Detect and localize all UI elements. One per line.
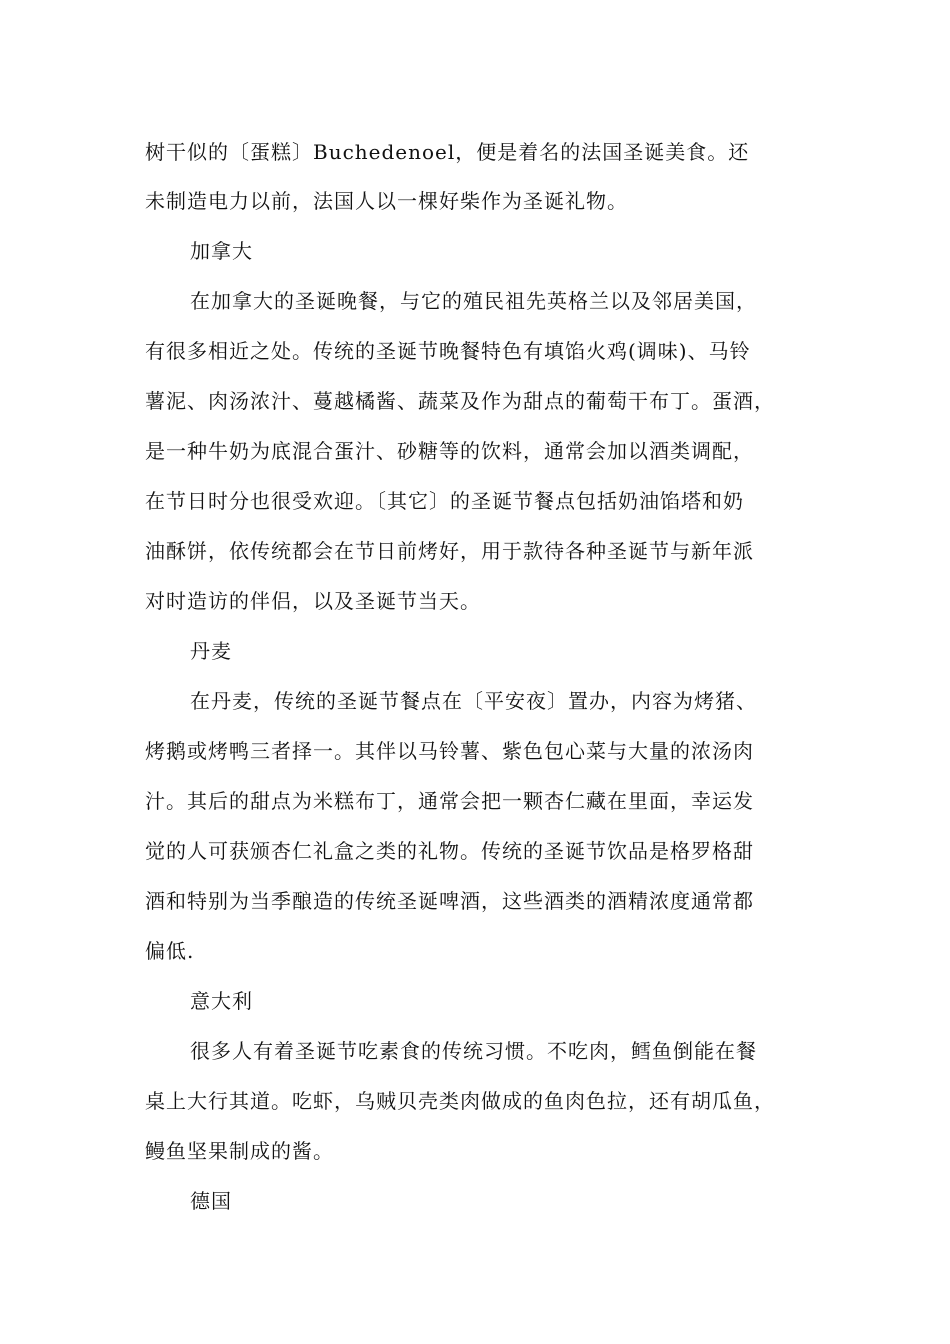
section-heading-germany: 德国 bbox=[190, 1189, 232, 1213]
section-heading-denmark: 丹麦 bbox=[190, 639, 232, 663]
section-heading-italy: 意大利 bbox=[190, 989, 253, 1013]
paragraph-line: 很多人有着圣诞节吃素食的传统习惯。不吃肉，鳕鱼倒能在餐 bbox=[190, 1039, 757, 1063]
paragraph-line: 是一种牛奶为底混合蛋汁、砂糖等的饮料，通常会加以酒类调配， bbox=[145, 439, 754, 463]
paragraph-line: 鳗鱼坚果制成的酱。 bbox=[145, 1139, 334, 1163]
paragraph-line: 烤鹅或烤鸭三者择一。其伴以马铃薯、紫色包心菜与大量的浓汤肉 bbox=[145, 739, 754, 763]
paragraph-line: 树干似的〔蛋糕〕Buchedenoel，便是着名的法国圣诞美食。还 bbox=[145, 140, 750, 164]
paragraph-line: 汁。其后的甜点为米糕布丁，通常会把一颗杏仁藏在里面，幸运发 bbox=[145, 789, 754, 813]
paragraph-line: 在节日时分也很受欢迎。〔其它〕的圣诞节餐点包括奶油馅塔和奶 bbox=[145, 489, 744, 513]
paragraph-line: 有很多相近之处。传统的圣诞节晚餐特色有填馅火鸡(调味)、马铃 bbox=[145, 339, 751, 363]
paragraph-line: 觉的人可获颁杏仁礼盒之类的礼物。传统的圣诞节饮品是格罗格甜 bbox=[145, 839, 754, 863]
paragraph-line: 油酥饼，依传统都会在节日前烤好，用于款待各种圣诞节与新年派 bbox=[145, 539, 754, 563]
paragraph-line: 未制造电力以前，法国人以一棵好柴作为圣诞礼物。 bbox=[145, 189, 628, 213]
paragraph-line: 酒和特别为当季酿造的传统圣诞啤酒，这些酒类的酒精浓度通常都 bbox=[145, 889, 754, 913]
section-heading-canada: 加拿大 bbox=[190, 239, 253, 263]
paragraph-line: 在加拿大的圣诞晚餐，与它的殖民祖先英格兰以及邻居美国， bbox=[190, 289, 757, 313]
paragraph-line: 薯泥、肉汤浓汁、蔓越橘酱、蔬菜及作为甜点的葡萄干布丁。蛋酒， bbox=[145, 389, 775, 413]
paragraph-line: 对时造访的伴侣，以及圣诞节当天。 bbox=[145, 589, 481, 613]
paragraph-line: 偏低. bbox=[145, 939, 195, 963]
paragraph-line: 桌上大行其道。吃虾，乌贼贝壳类肉做成的鱼肉色拉，还有胡瓜鱼， bbox=[145, 1089, 775, 1113]
paragraph-line: 在丹麦，传统的圣诞节餐点在〔平安夜〕置办，内容为烤猪、 bbox=[190, 689, 757, 713]
